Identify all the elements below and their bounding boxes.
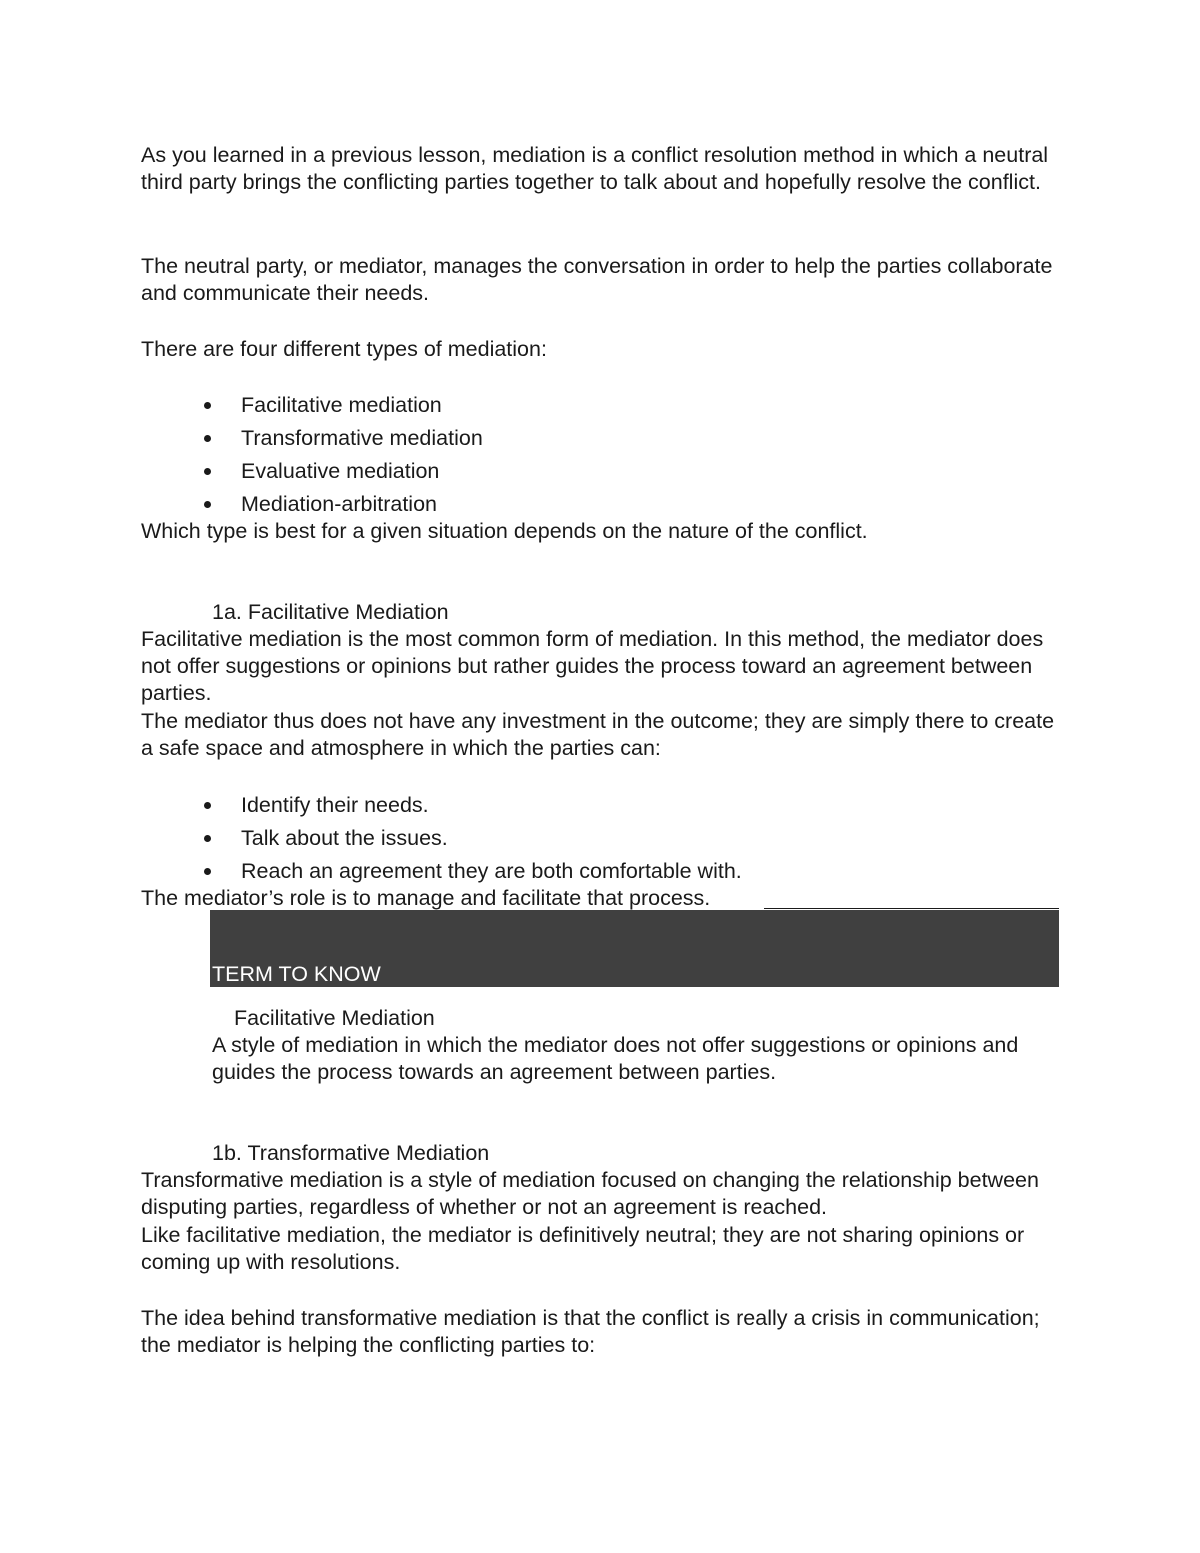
intro-paragraph-3: There are four different types of mediation: xyxy=(141,337,547,361)
list-item-text: Identify their needs. xyxy=(241,793,429,817)
list-item-text: Transformative mediation xyxy=(241,426,483,450)
section-1a-heading: 1a. Facilitative Mediation xyxy=(212,600,449,624)
list-item xyxy=(141,425,483,458)
list-item-text: Facilitative mediation xyxy=(241,393,442,417)
bullet-icon xyxy=(204,802,211,809)
section-1a-paragraph-1: Facilitative mediation is the most common form of mediation. In this method, the mediator does not offer suggestions or opinions but rather guides the process toward an agreement between parties. xyxy=(141,627,1044,706)
bullet-icon xyxy=(204,468,211,475)
list-item-text: Mediation-arbitration xyxy=(241,492,437,516)
section-1b-paragraph-2: Like facilitative mediation, the mediator is definitively neutral; they are not sharing opinions or coming up with resolutions. xyxy=(141,1223,1025,1275)
list-item-text: Evaluative mediation xyxy=(241,459,440,483)
facilitative-steps-list xyxy=(141,792,742,891)
term-to-know-banner xyxy=(210,910,1059,987)
section-1b-paragraph-3: The idea behind transformative mediation is that the conflict is really a crisis in communication; the mediator is helping the conflicting parties to: xyxy=(141,1306,1040,1358)
list-item-text: Reach an agreement they are both comfortable with. xyxy=(241,859,742,883)
term-definition: A style of mediation in which the mediator does not offer suggestions or opinions and guides the process towards an agreement between parties. xyxy=(212,1033,1019,1085)
term-to-know-label: TERM TO KNOW xyxy=(212,962,381,986)
list-item xyxy=(141,825,742,858)
intro-paragraph-2: The neutral party, or mediator, manages the conversation in order to help the parties collaborate and communicate their needs. xyxy=(141,254,1053,306)
section-1a-paragraph-3: The mediator’s role is to manage and facilitate that process. xyxy=(141,886,711,910)
list-item xyxy=(141,392,483,425)
bullet-icon xyxy=(204,435,211,442)
term-name: Facilitative Mediation xyxy=(234,1006,435,1030)
bullet-icon xyxy=(204,402,211,409)
divider-line xyxy=(764,908,1059,909)
list-item-text: Talk about the issues. xyxy=(241,826,448,850)
list-item xyxy=(141,458,483,491)
intro-paragraph-4: Which type is best for a given situation depends on the nature of the conflict. xyxy=(141,519,868,543)
list-item xyxy=(141,792,742,825)
intro-paragraph-1: As you learned in a previous lesson, mediation is a conflict resolution method in which a neutral third party brings the conflicting parties together to talk about and hopefully resolve the conflict. xyxy=(141,143,1049,195)
mediation-types-list xyxy=(141,392,483,524)
bullet-icon xyxy=(204,835,211,842)
bullet-icon xyxy=(204,501,211,508)
section-1b-paragraph-1: Transformative mediation is a style of mediation focused on changing the relationship between disputing parties, regardless of whether or not an agreement is reached. xyxy=(141,1168,1039,1220)
bullet-icon xyxy=(204,868,211,875)
section-1a-paragraph-2: The mediator thus does not have any investment in the outcome; they are simply there to create a safe space and atmosphere in which the parties can: xyxy=(141,709,1055,761)
section-1b-heading: 1b. Transformative Mediation xyxy=(212,1141,490,1165)
